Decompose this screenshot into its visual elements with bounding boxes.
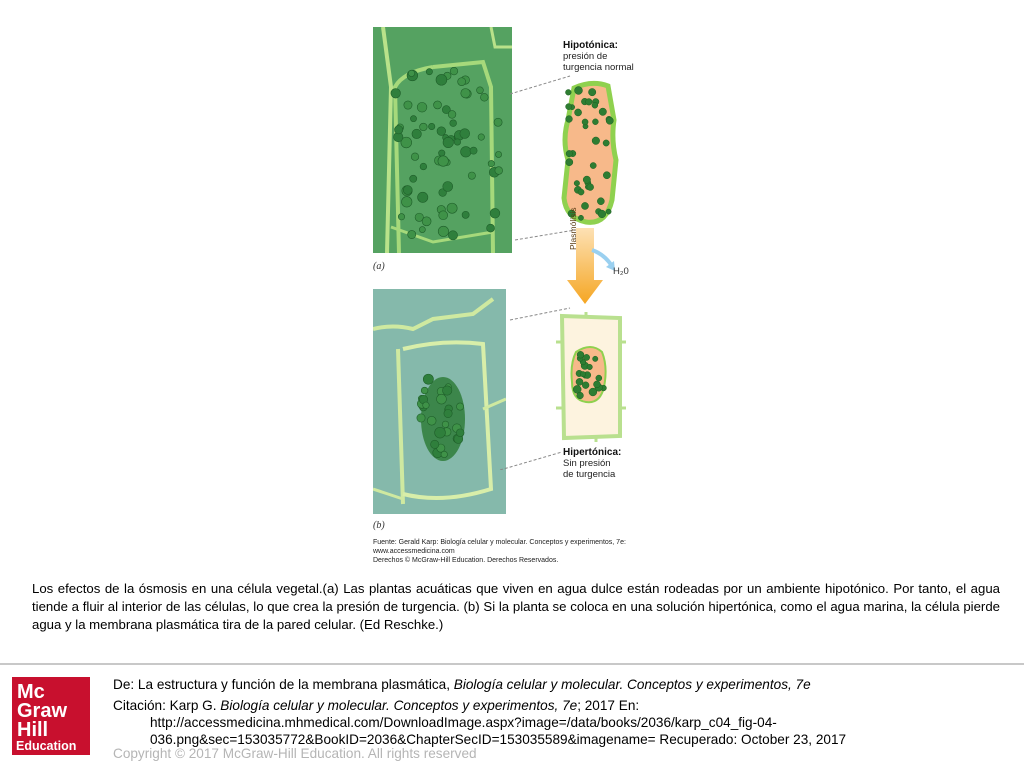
chloroplast xyxy=(603,172,610,179)
chloroplast xyxy=(566,104,572,110)
citation-book: Biología celular y molecular. Conceptos y experimentos, 7e xyxy=(220,698,578,713)
chloroplast xyxy=(419,227,425,233)
chloroplast xyxy=(410,175,417,182)
chloroplast xyxy=(420,123,428,131)
source-book: Biología celular y molecular. Conceptos y experimentos, 7e xyxy=(453,677,811,692)
chloroplast xyxy=(586,99,593,106)
panel-label-a: (a) xyxy=(373,261,385,272)
chloroplast xyxy=(577,392,584,399)
chloroplast xyxy=(606,209,611,214)
chloroplast xyxy=(410,116,416,122)
chloroplast xyxy=(458,78,466,86)
chloroplast xyxy=(599,108,606,115)
citation-line xyxy=(113,697,639,714)
chloroplast xyxy=(566,159,573,166)
credit-line-1: Fuente: Gerald Karp: Biología celular y molecular. Conceptos y experimentos, 7e: xyxy=(373,539,626,546)
hypertonic-title: Hipertónica: xyxy=(563,447,622,458)
chloroplast xyxy=(437,394,447,404)
panel-label-b: (b) xyxy=(373,520,385,531)
chloroplast xyxy=(434,101,442,109)
chloroplast xyxy=(593,356,598,361)
chloroplast xyxy=(587,364,592,369)
chloroplast xyxy=(442,421,449,428)
hypotonic-label xyxy=(563,40,634,73)
chloroplast xyxy=(427,416,436,425)
citation-suffix: ; 2017 En: xyxy=(577,698,640,713)
chloroplast xyxy=(441,451,447,457)
chloroplast xyxy=(575,87,583,95)
chloroplast xyxy=(435,427,446,438)
chloroplast xyxy=(565,89,571,95)
chloroplast xyxy=(448,231,457,240)
chloroplast xyxy=(577,351,584,358)
source-prefix: De: La estructura y función de la membrana plasmática, xyxy=(113,677,454,692)
chloroplast xyxy=(417,414,425,422)
chloroplast xyxy=(606,117,613,124)
chloroplast xyxy=(590,162,596,168)
chloroplast xyxy=(456,429,464,437)
hypertonic-label xyxy=(563,447,621,480)
chloroplast xyxy=(593,381,600,388)
logo-line-4: Education xyxy=(16,739,77,753)
chloroplast xyxy=(448,111,456,119)
water-label: H₂0 xyxy=(613,266,629,277)
chloroplast xyxy=(423,374,433,384)
chloroplast xyxy=(423,402,430,409)
chloroplast xyxy=(411,153,419,161)
chloroplast xyxy=(439,211,448,220)
chloroplast xyxy=(438,156,449,167)
chloroplast xyxy=(592,119,598,125)
chloroplast xyxy=(444,409,452,417)
chloroplast xyxy=(603,140,609,146)
chloroplast xyxy=(431,440,439,448)
chloroplast xyxy=(578,189,584,195)
chloroplast xyxy=(436,74,447,85)
diagram-plasmolyzed-cell xyxy=(556,312,626,442)
chloroplast xyxy=(576,378,583,385)
chloroplast xyxy=(582,119,588,125)
credit-line-2: www.accessmedicina.com xyxy=(373,548,455,555)
chloroplast xyxy=(438,226,448,236)
chloroplast xyxy=(426,69,432,75)
chloroplast xyxy=(402,197,412,207)
chloroplast xyxy=(408,70,414,76)
chloroplast xyxy=(450,67,458,75)
chloroplast xyxy=(412,129,421,138)
chloroplast xyxy=(566,150,572,156)
chloroplast xyxy=(391,88,401,98)
footer-divider xyxy=(0,663,1024,665)
hypertonic-line-2: de turgencia xyxy=(563,469,616,480)
chloroplast xyxy=(587,184,594,191)
chloroplast xyxy=(580,371,585,376)
diagram-turgid-cell xyxy=(556,80,626,230)
hypotonic-line-2: turgencia normal xyxy=(563,62,634,73)
chloroplast xyxy=(588,88,595,95)
chloroplast xyxy=(422,217,431,226)
chloroplast xyxy=(437,127,446,136)
logo-line-2: Graw xyxy=(17,700,68,722)
chloroplast xyxy=(454,139,460,145)
chloroplast xyxy=(420,163,427,170)
chloroplast xyxy=(589,388,597,396)
citation-url-1[interactable]: http://accessmedicina.mhmedical.com/DownloadImage.aspx?image=/data/books/2036/karp_c04_fig-04- xyxy=(150,715,777,730)
chloroplast xyxy=(566,116,573,123)
chloroplast xyxy=(450,120,457,127)
figure-caption: Los efectos de la ósmosis en una célula vegetal.(a) Las plantas acuáticas que viven en agua dulce están rodeadas por un ambiente hipotónico. Por tanto, el agua tiende a fluir al interior de las células, lo que crea la presión de turgencia. (b) Si la planta se coloca en una solución hipertónica, como el agua marina, la célula pierde agua y la membrana plasmática tira de la pared celular. (Ed Reschke.) xyxy=(32,581,1000,632)
chloroplast xyxy=(596,375,602,381)
chloroplast xyxy=(418,192,428,202)
chloroplast xyxy=(581,202,588,209)
chloroplast xyxy=(428,123,434,129)
copyright-notice: Copyright © 2017 McGraw-Hill Education. All rights reserved xyxy=(113,746,477,761)
chloroplast xyxy=(582,382,589,389)
chloroplast xyxy=(403,186,412,195)
chloroplast xyxy=(461,89,470,98)
source-line xyxy=(113,676,811,693)
chloroplast xyxy=(456,403,463,410)
chloroplast xyxy=(574,180,579,185)
chloroplast xyxy=(398,214,404,220)
chloroplast xyxy=(443,182,453,192)
logo-line-3: Hill xyxy=(17,719,49,741)
chloroplast xyxy=(592,102,598,108)
credit-line-3: Derechos © McGraw-Hill Education. Derechos Reservados. xyxy=(373,557,559,564)
chloroplast xyxy=(583,176,590,183)
chloroplast xyxy=(439,150,445,156)
hypotonic-line-1: presión de xyxy=(563,51,608,62)
chloroplast xyxy=(460,129,470,139)
chloroplast xyxy=(578,215,583,220)
chloroplast xyxy=(447,203,457,213)
chloroplast xyxy=(462,211,469,218)
chloroplast xyxy=(575,109,582,116)
chloroplast xyxy=(443,137,453,147)
chloroplast xyxy=(443,386,452,395)
chloroplast xyxy=(592,137,600,145)
logo-line-1: Mc xyxy=(17,681,45,703)
chloroplast xyxy=(421,387,428,394)
chloroplast xyxy=(597,198,604,205)
chloroplast xyxy=(404,101,412,109)
plasmolysis-label: Plasmólisis xyxy=(568,207,578,250)
chloroplast xyxy=(417,102,427,112)
figure-credit xyxy=(373,538,626,565)
hypertonic-line-1: Sin presión xyxy=(563,458,611,469)
citation-url-2[interactable]: 036.png&sec=153035772&BookID=2036&ChapterSecID=153035589&imagename= Recuperado: October 23, 2017 xyxy=(150,732,847,747)
mcgraw-hill-logo xyxy=(12,677,90,755)
hypotonic-title: Hipotónica: xyxy=(563,40,618,51)
chloroplast xyxy=(395,126,403,134)
chloroplast xyxy=(408,230,416,238)
citation-prefix: Citación: Karp G. xyxy=(113,698,221,713)
chloroplast xyxy=(598,210,606,218)
